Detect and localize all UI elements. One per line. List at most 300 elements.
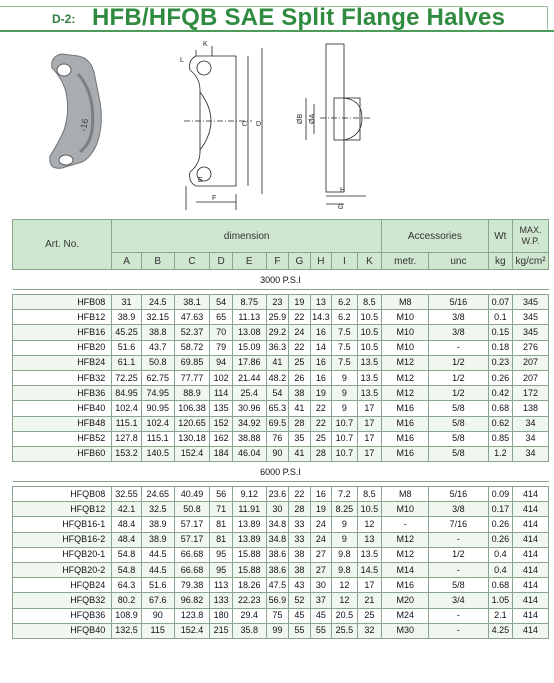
table-row — [13, 310, 549, 325]
value-cell: 56 — [210, 487, 233, 502]
value-cell: 51.6 — [141, 578, 174, 593]
value-cell: 414 — [513, 517, 549, 532]
art-no-cell: HFQB12 — [13, 502, 112, 517]
dim-label-h: H — [340, 187, 346, 194]
value-cell: 13 — [357, 532, 382, 547]
value-cell: 57.17 — [174, 532, 210, 547]
value-cell: 38 — [289, 386, 310, 401]
value-cell: 54 — [266, 386, 289, 401]
value-cell: 44.5 — [141, 563, 174, 578]
art-no-cell: HFQB16-2 — [13, 532, 112, 547]
value-cell: 18.26 — [232, 578, 266, 593]
value-cell: 54.8 — [112, 563, 142, 578]
value-cell: 48.4 — [112, 532, 142, 547]
dim-label-f: F — [212, 195, 217, 202]
value-cell: 74.95 — [141, 386, 174, 401]
value-cell: 13.5 — [357, 370, 382, 385]
value-cell: 3/4 — [429, 593, 488, 608]
value-cell: 67.6 — [141, 593, 174, 608]
value-cell: 3/8 — [429, 325, 488, 340]
value-cell: - — [429, 532, 488, 547]
value-cell: 28 — [310, 446, 331, 461]
value-cell: 10.5 — [357, 340, 382, 355]
table-row — [13, 563, 549, 578]
value-cell: 0.18 — [488, 340, 513, 355]
col-art-no: Art. No. — [13, 220, 112, 270]
dim-label-e: E — [198, 177, 203, 184]
value-cell: 0.26 — [488, 532, 513, 547]
value-cell: 80.2 — [112, 593, 142, 608]
col-sub-header: kg — [488, 253, 513, 270]
value-cell: 66.68 — [174, 563, 210, 578]
value-cell: 135 — [210, 401, 233, 416]
value-cell: 66.68 — [174, 547, 210, 562]
value-cell: 5/16 — [429, 487, 488, 502]
value-cell: M16 — [382, 401, 429, 416]
value-cell: 0.42 — [488, 386, 513, 401]
value-cell: 64.3 — [112, 578, 142, 593]
col-sub-header: G — [289, 253, 310, 270]
value-cell: 1.05 — [488, 593, 513, 608]
value-cell: 35.8 — [232, 623, 266, 638]
value-cell: 94 — [210, 355, 233, 370]
table-row — [13, 532, 549, 547]
value-cell: 132.5 — [112, 623, 142, 638]
art-no-cell: HFB52 — [13, 431, 112, 446]
value-cell: 7.5 — [332, 355, 358, 370]
value-cell: 3/8 — [429, 310, 488, 325]
value-cell: 0.09 — [488, 487, 513, 502]
value-cell: 414 — [513, 547, 549, 562]
value-cell: 0.26 — [488, 370, 513, 385]
value-cell: 9.8 — [332, 547, 358, 562]
value-cell: 152.4 — [174, 446, 210, 461]
value-cell: 10.7 — [332, 431, 358, 446]
value-cell: 90.95 — [141, 401, 174, 416]
table-row — [13, 340, 549, 355]
value-cell: 9 — [332, 370, 358, 385]
value-cell: 113 — [210, 578, 233, 593]
value-cell: 70 — [210, 325, 233, 340]
value-cell: 40.49 — [174, 487, 210, 502]
value-cell: M10 — [382, 325, 429, 340]
value-cell: 4.25 — [488, 623, 513, 638]
value-cell: 106.38 — [174, 401, 210, 416]
value-cell: 29.2 — [266, 325, 289, 340]
art-no-cell: HFQB24 — [13, 578, 112, 593]
value-cell: 34.92 — [232, 416, 266, 431]
value-cell: 5/8 — [429, 416, 488, 431]
value-cell: 38 — [289, 547, 310, 562]
value-cell: 9 — [332, 401, 358, 416]
table-row — [13, 608, 549, 623]
value-cell: 13.5 — [357, 386, 382, 401]
art-no-cell: HFB40 — [13, 401, 112, 416]
value-cell: 345 — [513, 310, 549, 325]
art-no-cell: HFB16 — [13, 325, 112, 340]
value-cell: 25.4 — [232, 386, 266, 401]
value-cell: 17 — [357, 578, 382, 593]
value-cell: 26 — [289, 370, 310, 385]
value-cell: 38.1 — [174, 295, 210, 310]
value-cell: 57.17 — [174, 517, 210, 532]
value-cell: 55 — [289, 623, 310, 638]
value-cell: 5/8 — [429, 578, 488, 593]
value-cell: 27 — [310, 547, 331, 562]
value-cell: 69.5 — [266, 416, 289, 431]
value-cell: 345 — [513, 295, 549, 310]
value-cell: 5/8 — [429, 431, 488, 446]
value-cell: 1.2 — [488, 446, 513, 461]
value-cell: M8 — [382, 487, 429, 502]
value-cell: 38.88 — [232, 431, 266, 446]
value-cell: 32.15 — [141, 310, 174, 325]
value-cell: 81 — [210, 517, 233, 532]
value-cell: 88.9 — [174, 386, 210, 401]
value-cell: 13.5 — [357, 355, 382, 370]
art-no-cell: HFQB20-1 — [13, 547, 112, 562]
spec-table — [12, 219, 549, 639]
value-cell: 9 — [332, 386, 358, 401]
value-cell: 102 — [210, 370, 233, 385]
value-cell: 10.7 — [332, 446, 358, 461]
art-no-cell: HFB20 — [13, 340, 112, 355]
value-cell: 120.65 — [174, 416, 210, 431]
table-row — [13, 386, 549, 401]
dim-label-b: ØB — [297, 113, 304, 124]
col-sub-header: I — [332, 253, 358, 270]
value-cell: 5/8 — [429, 401, 488, 416]
value-cell: M16 — [382, 431, 429, 446]
value-cell: M14 — [382, 563, 429, 578]
value-cell: 17 — [357, 431, 382, 446]
value-cell: 34 — [513, 431, 549, 446]
value-cell: 20.5 — [332, 608, 358, 623]
value-cell: 130.18 — [174, 431, 210, 446]
table-row — [13, 431, 549, 446]
value-cell: 48.2 — [266, 370, 289, 385]
value-cell: 414 — [513, 487, 549, 502]
value-cell: 11.13 — [232, 310, 266, 325]
value-cell: 22 — [310, 416, 331, 431]
value-cell: 5/16 — [429, 295, 488, 310]
value-cell: 414 — [513, 532, 549, 547]
value-cell: 45 — [310, 608, 331, 623]
value-cell: 22.23 — [232, 593, 266, 608]
value-cell: 47.63 — [174, 310, 210, 325]
value-cell: 133 — [210, 593, 233, 608]
dim-label-g: G — [338, 204, 344, 210]
value-cell: - — [429, 340, 488, 355]
value-cell: 9 — [332, 532, 358, 547]
value-cell: 23.6 — [266, 487, 289, 502]
value-cell: 16 — [310, 487, 331, 502]
value-cell: M20 — [382, 593, 429, 608]
value-cell: 52.37 — [174, 325, 210, 340]
value-cell: 24.65 — [141, 487, 174, 502]
product-photo — [50, 54, 102, 168]
value-cell: 30 — [310, 578, 331, 593]
value-cell: 102.4 — [141, 416, 174, 431]
photo-marking: -16 — [78, 117, 91, 133]
value-cell: 25 — [310, 431, 331, 446]
col-sub-header: C — [174, 253, 210, 270]
value-cell: 75 — [266, 608, 289, 623]
value-cell: 207 — [513, 355, 549, 370]
art-no-cell: HFQB08 — [13, 487, 112, 502]
value-cell: 152 — [210, 416, 233, 431]
value-cell: 414 — [513, 578, 549, 593]
value-cell: 0.17 — [488, 502, 513, 517]
value-cell: 24 — [310, 517, 331, 532]
value-cell: 34 — [513, 416, 549, 431]
value-cell: 12 — [332, 593, 358, 608]
value-cell: 41 — [289, 401, 310, 416]
value-cell: 96.82 — [174, 593, 210, 608]
table-row — [13, 401, 549, 416]
value-cell: 7.2 — [332, 487, 358, 502]
art-no-cell: HFB08 — [13, 295, 112, 310]
value-cell: 115.1 — [112, 416, 142, 431]
table-row — [13, 325, 549, 340]
value-cell: 16 — [310, 355, 331, 370]
col-sub-header: A — [112, 253, 142, 270]
art-no-cell: HFB36 — [13, 386, 112, 401]
value-cell: 12 — [332, 578, 358, 593]
value-cell: 0.26 — [488, 517, 513, 532]
value-cell: 24.5 — [141, 295, 174, 310]
value-cell: 414 — [513, 623, 549, 638]
value-cell: 1/2 — [429, 547, 488, 562]
value-cell: 17 — [357, 416, 382, 431]
value-cell: 41 — [289, 446, 310, 461]
art-no-cell: HFB48 — [13, 416, 112, 431]
value-cell: 345 — [513, 325, 549, 340]
value-cell: 9.8 — [332, 563, 358, 578]
value-cell: 29.4 — [232, 608, 266, 623]
value-cell: 62.75 — [141, 370, 174, 385]
col-group-dimension: dimension — [112, 220, 382, 253]
dim-label-c: C — [242, 121, 248, 128]
value-cell: 115.1 — [141, 431, 174, 446]
value-cell: 95 — [210, 547, 233, 562]
value-cell: 36.3 — [266, 340, 289, 355]
table-row — [13, 295, 549, 310]
value-cell: 37 — [310, 593, 331, 608]
page-code: D-2: — [52, 12, 76, 26]
value-cell: 1/2 — [429, 355, 488, 370]
value-cell: 50.8 — [141, 355, 174, 370]
value-cell: 13.5 — [357, 547, 382, 562]
value-cell: 10.5 — [357, 502, 382, 517]
value-cell: 22 — [289, 487, 310, 502]
value-cell: M8 — [382, 295, 429, 310]
value-cell: 77.77 — [174, 370, 210, 385]
value-cell: 55 — [310, 623, 331, 638]
value-cell: 38 — [289, 563, 310, 578]
value-cell: 33 — [289, 517, 310, 532]
value-cell: 7.5 — [332, 340, 358, 355]
col-sub-header: B — [141, 253, 174, 270]
value-cell: M12 — [382, 386, 429, 401]
value-cell: M12 — [382, 355, 429, 370]
table-row — [13, 502, 549, 517]
value-cell: 19 — [310, 386, 331, 401]
value-cell: - — [429, 563, 488, 578]
value-cell: 5/8 — [429, 446, 488, 461]
value-cell: 0.07 — [488, 295, 513, 310]
table-row — [13, 446, 549, 461]
value-cell: 65.3 — [266, 401, 289, 416]
value-cell: 52 — [289, 593, 310, 608]
value-cell: 102.4 — [112, 401, 142, 416]
table-row — [13, 593, 549, 608]
value-cell: 50.8 — [174, 502, 210, 517]
col-sub-header: K — [357, 253, 382, 270]
value-cell: 7/16 — [429, 517, 488, 532]
art-no-cell: HFB32 — [13, 370, 112, 385]
value-cell: 84.95 — [112, 386, 142, 401]
table-row — [13, 517, 549, 532]
value-cell: 38.6 — [266, 547, 289, 562]
value-cell: 414 — [513, 563, 549, 578]
value-cell: 0.68 — [488, 401, 513, 416]
col-sub-header: metr. — [382, 253, 429, 270]
value-cell: 56.9 — [266, 593, 289, 608]
value-cell: 42.1 — [112, 502, 142, 517]
value-cell: 45.25 — [112, 325, 142, 340]
value-cell: 22 — [289, 340, 310, 355]
art-no-cell: HFB12 — [13, 310, 112, 325]
value-cell: 414 — [513, 502, 549, 517]
value-cell: 0.4 — [488, 547, 513, 562]
table-row — [13, 370, 549, 385]
value-cell: 8.5 — [357, 295, 382, 310]
value-cell: 8.25 — [332, 502, 358, 517]
value-cell: 123.8 — [174, 608, 210, 623]
value-cell: 22 — [289, 310, 310, 325]
value-cell: 0.68 — [488, 578, 513, 593]
value-cell: 51.6 — [112, 340, 142, 355]
value-cell: 13.89 — [232, 532, 266, 547]
table-row — [13, 623, 549, 638]
value-cell: 46.04 — [232, 446, 266, 461]
value-cell: 24 — [289, 325, 310, 340]
value-cell: 10.5 — [357, 325, 382, 340]
value-cell: 140.5 — [141, 446, 174, 461]
value-cell: 14.5 — [357, 563, 382, 578]
section-row — [13, 462, 549, 482]
value-cell: 9 — [332, 517, 358, 532]
value-cell: 207 — [513, 370, 549, 385]
value-cell: 0.23 — [488, 355, 513, 370]
value-cell: 72.25 — [112, 370, 142, 385]
value-cell: 127.8 — [112, 431, 142, 446]
col-group-accessories: Accessories — [382, 220, 488, 253]
value-cell: 58.72 — [174, 340, 210, 355]
value-cell: 17 — [357, 401, 382, 416]
section-label: 6000 P.S.I — [13, 462, 549, 482]
value-cell: 17.86 — [232, 355, 266, 370]
value-cell: M30 — [382, 623, 429, 638]
value-cell: 54.8 — [112, 547, 142, 562]
value-cell: 16 — [310, 325, 331, 340]
value-cell: 32.5 — [141, 502, 174, 517]
value-cell: 34 — [513, 446, 549, 461]
value-cell: M16 — [382, 578, 429, 593]
value-cell: M10 — [382, 340, 429, 355]
table-row — [13, 355, 549, 370]
value-cell: 38.9 — [141, 517, 174, 532]
value-cell: 22 — [310, 401, 331, 416]
product-figures — [0, 34, 554, 210]
value-cell: 276 — [513, 340, 549, 355]
value-cell: 38.9 — [141, 532, 174, 547]
table-row — [13, 487, 549, 502]
value-cell: 6.2 — [332, 310, 358, 325]
value-cell: 0.4 — [488, 563, 513, 578]
value-cell: 13.08 — [232, 325, 266, 340]
value-cell: 43.7 — [141, 340, 174, 355]
front-view-drawing — [184, 46, 262, 210]
value-cell: 44.5 — [141, 547, 174, 562]
value-cell: 2.1 — [488, 608, 513, 623]
value-cell: 69.85 — [174, 355, 210, 370]
art-no-cell: HFB60 — [13, 446, 112, 461]
value-cell: M16 — [382, 416, 429, 431]
value-cell: 0.15 — [488, 325, 513, 340]
value-cell: 1/2 — [429, 370, 488, 385]
table-row — [13, 547, 549, 562]
value-cell: 10.7 — [332, 416, 358, 431]
value-cell: 14 — [310, 340, 331, 355]
value-cell: 79.38 — [174, 578, 210, 593]
table-row — [13, 416, 549, 431]
value-cell: 71 — [210, 502, 233, 517]
value-cell: - — [429, 623, 488, 638]
value-cell: 15.88 — [232, 547, 266, 562]
value-cell: 0.1 — [488, 310, 513, 325]
value-cell: 28 — [289, 416, 310, 431]
value-cell: 19 — [310, 502, 331, 517]
value-cell: 6.2 — [332, 295, 358, 310]
value-cell: 13 — [310, 295, 331, 310]
value-cell: 65 — [210, 310, 233, 325]
col-sub-header: kg/cm² — [513, 253, 549, 270]
col-sub-header: F — [266, 253, 289, 270]
value-cell: M10 — [382, 502, 429, 517]
table-row — [13, 578, 549, 593]
dim-label-a: ØA — [309, 113, 316, 124]
art-no-cell: HFQB32 — [13, 593, 112, 608]
value-cell: 34.8 — [266, 532, 289, 547]
value-cell: 14.3 — [310, 310, 331, 325]
page-title: HFB/HFQB SAE Split Flange Halves — [92, 4, 506, 31]
value-cell: 15.09 — [232, 340, 266, 355]
value-cell: 25 — [357, 608, 382, 623]
value-cell: 25.5 — [332, 623, 358, 638]
value-cell: 41 — [266, 355, 289, 370]
art-no-cell: HFQB20-2 — [13, 563, 112, 578]
value-cell: 38.9 — [112, 310, 142, 325]
value-cell: 115 — [141, 623, 174, 638]
value-cell: 114 — [210, 386, 233, 401]
value-cell: 215 — [210, 623, 233, 638]
value-cell: 17 — [357, 446, 382, 461]
value-cell: M12 — [382, 547, 429, 562]
dim-label-d: D — [256, 121, 262, 128]
value-cell: 34.8 — [266, 517, 289, 532]
